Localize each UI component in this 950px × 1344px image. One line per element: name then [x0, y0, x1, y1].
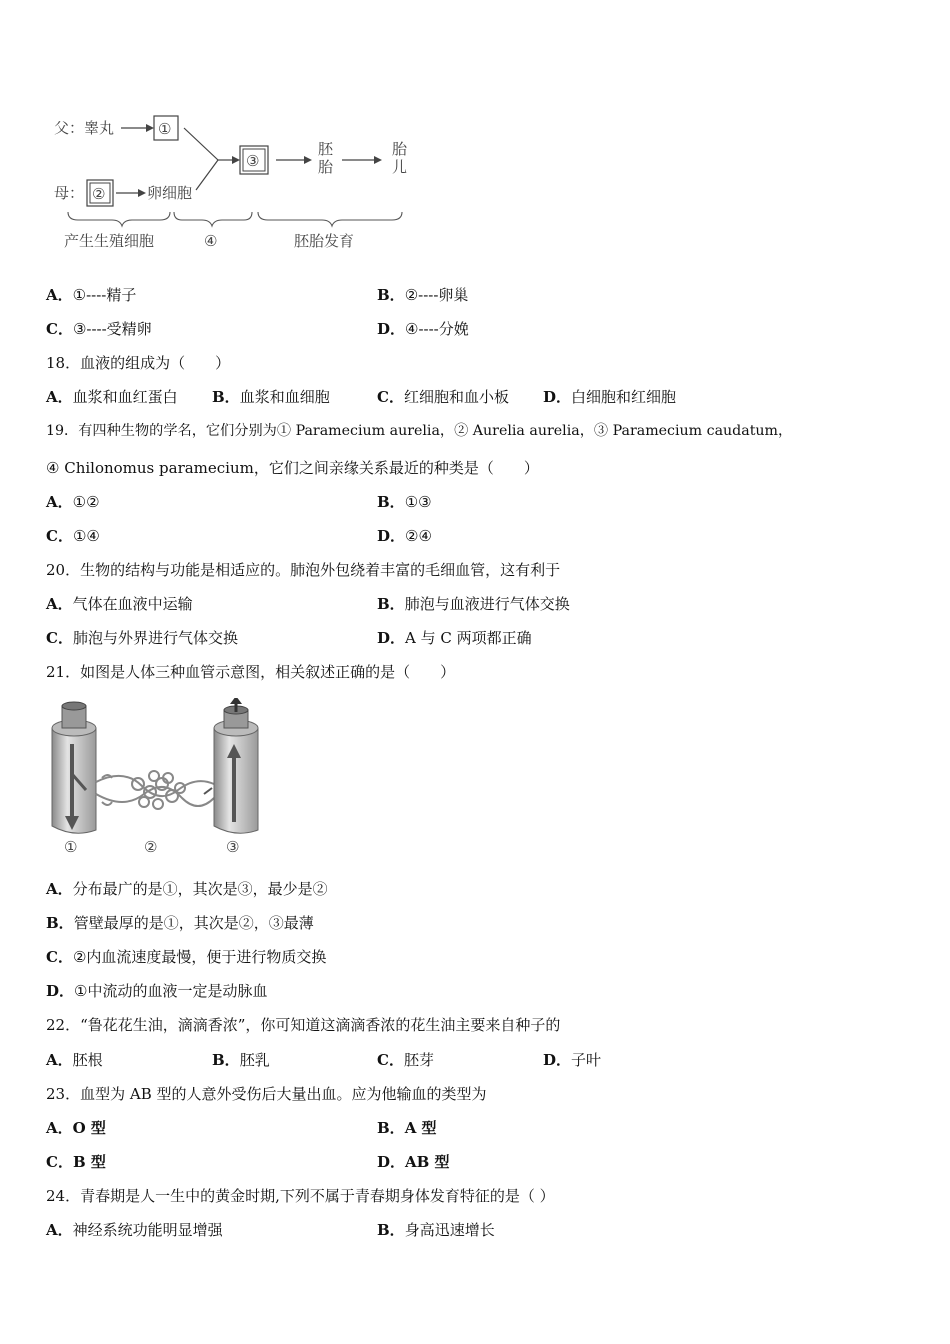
q19-stem-line2: ④ Chilonomus paramecium，它们之间亲缘关系最近的种类是（ ）: [46, 459, 539, 477]
mother-label: 母：: [54, 184, 85, 202]
q22-option-c: C．胚芽: [377, 1051, 434, 1069]
father-label: 父：睾丸: [54, 119, 115, 137]
box-3-label: ③: [246, 152, 260, 170]
vessel-label-3: ③: [226, 838, 240, 856]
reproduction-flow-diagram: [46, 106, 426, 256]
q21-option-d: D．①中流动的血液一定是动脉血: [46, 982, 268, 1000]
q17-option-c: C．③----受精卵: [46, 320, 152, 338]
q19-option-c: C．①④: [46, 527, 100, 545]
vessel-label-2: ②: [144, 838, 158, 856]
q19-option-b: B．①③: [377, 493, 432, 511]
q24-option-b: B．身高迅速增长: [377, 1221, 495, 1239]
q23-option-c: C．B 型: [46, 1153, 106, 1171]
q18-option-b: B．血浆和血细胞: [212, 388, 330, 406]
q23-option-d: D．AB 型: [377, 1153, 450, 1171]
embryo-label-2: 胎: [318, 158, 334, 176]
q23-stem: 23．血型为 AB 型的人意外受伤后大量出血。应为他输血的类型为: [46, 1085, 487, 1103]
brace-label-1: 产生生殖细胞: [64, 232, 155, 250]
q18-option-c: C．红细胞和血小板: [377, 388, 509, 406]
q23-option-b: B．A 型: [377, 1119, 437, 1137]
q22-option-b: B．胚乳: [212, 1051, 270, 1069]
blood-vessels-figure: [44, 698, 276, 860]
q22-option-a: A．胚根: [46, 1051, 103, 1069]
q21-option-a: A．分布最广的是①，其次是③，最少是②: [46, 880, 328, 898]
q20-option-a: A．气体在血液中运输: [46, 595, 193, 613]
box-1-label: ①: [158, 120, 172, 138]
q19-option-a: A．①②: [46, 493, 100, 511]
brace-label-2: ④: [204, 232, 218, 250]
q17-option-d: D．④----分娩: [377, 320, 469, 338]
q20-option-d: D．A 与 C 两项都正确: [377, 629, 532, 647]
artery-vessel: [52, 702, 96, 833]
q18-stem: 18．血液的组成为（ ）: [46, 354, 231, 372]
q24-stem: 24．青春期是人一生中的黄金时期,下列不属于青春期身体发育特征的是（ ）: [46, 1187, 555, 1205]
brace-label-3: 胚胎发育: [294, 232, 355, 250]
q22-option-d: D．子叶: [543, 1051, 602, 1069]
q17-option-a: A．①----精子: [46, 286, 137, 304]
box-2-label: ②: [92, 185, 106, 203]
q21-option-c: C．②内血流速度最慢，便于进行物质交换: [46, 948, 327, 966]
capillary-network: [96, 771, 214, 809]
embryo-label-1: 胚: [318, 140, 334, 158]
q19-option-d: D．②④: [377, 527, 432, 545]
egg-label: 卵细胞: [147, 184, 193, 202]
q20-option-c: C．肺泡与外界进行气体交换: [46, 629, 238, 647]
vein-vessel: [214, 698, 258, 833]
q20-stem: 20．生物的结构与功能是相适应的。肺泡外包绕着丰富的毛细血管，这有利于: [46, 561, 561, 579]
q20-option-b: B．肺泡与血液进行气体交换: [377, 595, 570, 613]
q19-stem-line1: 19．有四种生物的学名，它们分别为① Paramecium aurelia，② Aurelia aurelia，③ Paramecium caudatum，: [46, 423, 793, 439]
fetus-label-2: 儿: [392, 158, 408, 176]
q18-option-d: D．白细胞和红细胞: [543, 388, 677, 406]
vessel-label-1: ①: [64, 838, 78, 856]
q22-stem: 22．“鲁花花生油，滴滴香浓”，你可知道这滴滴香浓的花生油主要来自种子的: [46, 1016, 561, 1034]
q23-option-a: A．O 型: [46, 1119, 106, 1137]
q24-option-a: A．神经系统功能明显增强: [46, 1221, 223, 1239]
fetus-label-1: 胎: [392, 140, 408, 158]
q17-option-b: B．②----卵巢: [377, 286, 469, 304]
q18-option-a: A．血浆和血红蛋白: [46, 388, 178, 406]
q21-option-b: B．管壁最厚的是①，其次是②，③最薄: [46, 914, 314, 932]
q21-stem: 21．如图是人体三种血管示意图，相关叙述正确的是（ ）: [46, 663, 456, 681]
